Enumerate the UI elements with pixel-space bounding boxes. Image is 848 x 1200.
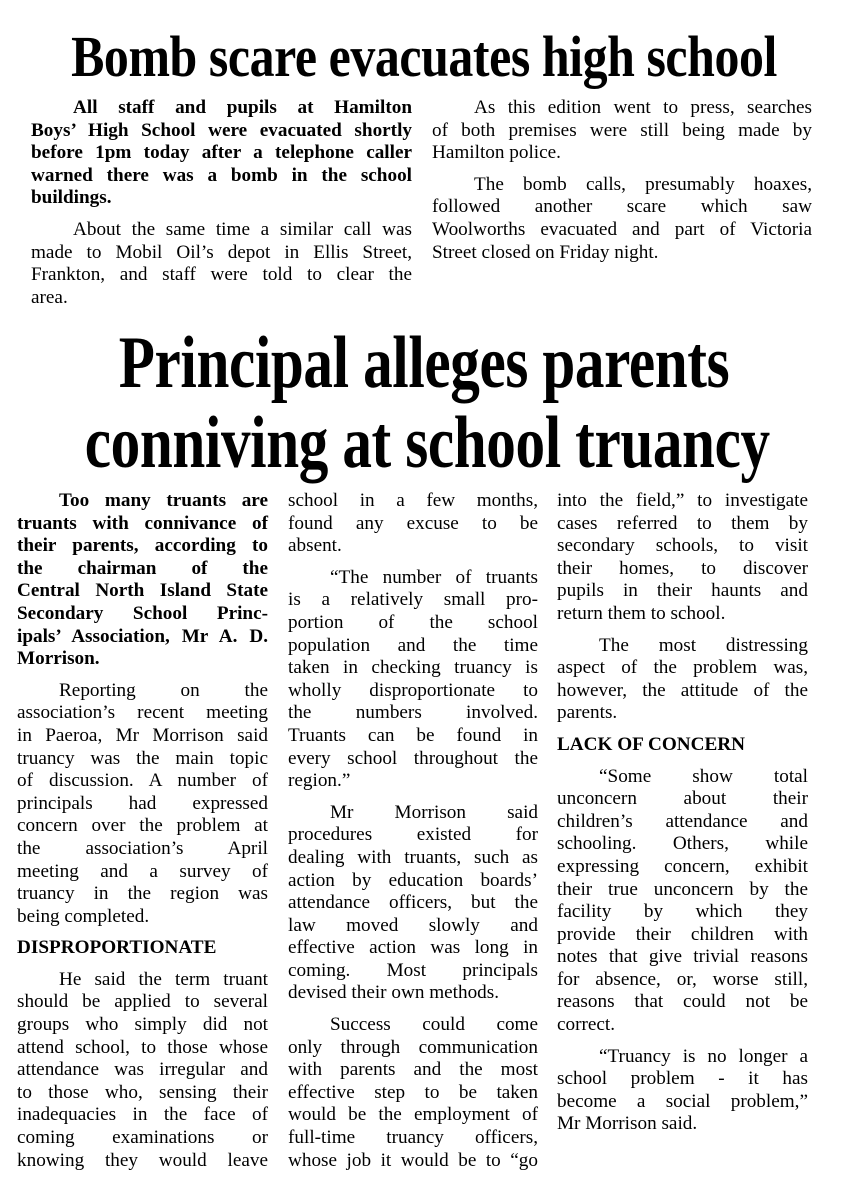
text-line: truancy in the region was (17, 883, 268, 905)
text-line: “Some show total (599, 765, 808, 787)
text-line: buildings. (31, 187, 112, 209)
text-line: knowing they would leave (17, 1149, 268, 1171)
text-line: Central North Island State (17, 580, 268, 602)
text-line: Secondary School Princ- (17, 602, 268, 624)
article2-column-1 (17, 490, 268, 1172)
text-line: Street closed on Friday night. (432, 241, 659, 263)
text-line: children’s attendance and (557, 810, 808, 832)
text-line: school in a few months, (288, 490, 538, 511)
body-paragraph (557, 490, 808, 626)
body-paragraph (288, 567, 538, 793)
text-line: Too many truants are (59, 490, 268, 511)
text-line: their homes, to discover (557, 557, 808, 579)
text-line: being completed. (17, 905, 150, 927)
text-line: the association’s April (17, 837, 268, 859)
text-line: whose job it would be to “go (288, 1149, 538, 1171)
text-line: become a social problem,” (557, 1090, 808, 1112)
text-line: law moved slowly and (288, 914, 538, 936)
headline-bomb-scare: Bomb scare evacuates high school (71, 24, 777, 89)
text-line: He said the term truant (59, 968, 268, 990)
article2-column-3 (557, 490, 808, 1136)
text-line: coming. Most principals (288, 959, 538, 981)
text-line: The bomb calls, presumably hoaxes, (474, 173, 812, 195)
text-line: pupils in their haunts and (557, 580, 808, 602)
text-line: All staff and pupils at Hamilton (73, 97, 412, 118)
text-line: Reporting on the (59, 679, 268, 701)
text-line: the chairman of the (17, 557, 268, 579)
text-line: dealing with truants, such as (288, 846, 538, 868)
body-paragraph (288, 802, 538, 1005)
text-line: coming examinations or (17, 1127, 268, 1149)
text-line: correct. (557, 1014, 616, 1036)
text-line: devised their own methods. (288, 982, 500, 1004)
body-paragraph (432, 97, 812, 165)
text-line: Mr Morrison said. (557, 1113, 698, 1135)
text-line: meeting and a survey of (17, 860, 268, 882)
text-line: of both premises were still being made by (432, 119, 812, 141)
text-line: made to Mobil Oil’s depot in Ellis Street, (31, 241, 412, 263)
text-line: wholly disproportionate to (288, 679, 538, 701)
body-paragraph (288, 1014, 538, 1172)
text-line: found any excuse to be (288, 512, 538, 534)
text-line: school problem - it has (557, 1068, 808, 1090)
text-line: population and the time (288, 634, 538, 656)
text-line: return them to school. (557, 602, 726, 624)
text-line: About the same time a similar call was (73, 218, 412, 240)
text-line: taken in checking truancy is (288, 657, 538, 679)
text-line: followed another scare which saw (432, 196, 812, 218)
text-line: the numbers involved. (288, 702, 538, 724)
text-line: should be applied to several (17, 991, 268, 1013)
text-line: facility by which they (557, 901, 808, 923)
text-line: portion of the school (288, 611, 538, 633)
subheading-lack-of-concern: LACK OF CONCERN (557, 733, 745, 755)
text-line: into the field,” to investigate (557, 490, 808, 511)
headline-truancy-line-2: conniving at school truancy (84, 402, 770, 484)
text-line: truancy was the main topic (17, 747, 268, 769)
body-paragraph (557, 1046, 808, 1136)
text-line: concern over the problem at (17, 815, 268, 837)
text-line: full-time truancy officers, (288, 1127, 538, 1149)
text-line: procedures existed for (288, 824, 538, 846)
text-line: schooling. Others, while (557, 833, 808, 855)
text-line: warned there was a bomb in the school (31, 164, 412, 186)
text-line: in Paeroa, Mr Morrison said (17, 724, 268, 746)
article1-column-1 (31, 97, 412, 309)
text-line: to those who, sensing their (17, 1081, 268, 1103)
headline-truancy-line-1: Principal alleges parents (118, 322, 730, 404)
text-line: “Truancy is no longer a (599, 1045, 808, 1067)
text-line: inadequacies in the face of (17, 1104, 268, 1126)
text-line: Woolworths evacuated and part of Victoria (432, 218, 812, 240)
text-line: reasons that could not be (557, 991, 808, 1013)
text-line: cases referred to them by (557, 512, 808, 534)
text-line: area. (31, 286, 68, 308)
text-line: Success could come (330, 1014, 538, 1036)
body-paragraph (31, 219, 412, 309)
text-line: secondary schools, to visit (557, 535, 808, 557)
body-paragraph (288, 490, 538, 558)
article1-column-2 (432, 97, 812, 264)
body-paragraph (17, 680, 268, 929)
text-line: before 1pm today after a telephone caller (31, 142, 412, 164)
text-line: attendance officers, but the (288, 892, 538, 914)
text-line: effective step to be taken (288, 1081, 538, 1103)
text-line: with parents and the most (288, 1059, 538, 1081)
text-line: unconcern about their (557, 788, 808, 810)
body-paragraph (557, 635, 808, 725)
text-line: absent. (288, 535, 342, 557)
text-line: truants with connivance of (17, 512, 268, 534)
text-line: would be the employment of (288, 1104, 538, 1126)
text-line: every school throughout the (288, 747, 538, 769)
text-line: Truants can be found in (288, 724, 538, 746)
text-line: Morrison. (17, 648, 100, 670)
subheading-disproportionate: DISPROPORTIONATE (17, 937, 217, 959)
lead-paragraph (31, 97, 412, 210)
text-line: their parents, according to (17, 535, 268, 557)
lead-paragraph (17, 490, 268, 671)
body-paragraph (557, 766, 808, 1037)
text-line: of discussion. A number of (17, 770, 268, 792)
text-line: Boys’ High School were evacuated shortly (31, 119, 412, 141)
text-line: notes that give trivial reasons (557, 946, 808, 968)
text-line: parents. (557, 702, 618, 724)
text-line: provide their children with (557, 923, 808, 945)
text-line: attend school, to those whose (17, 1036, 268, 1058)
text-line: only through communication (288, 1036, 538, 1058)
text-line: effective action was long in (288, 937, 538, 959)
text-line: action by education boards’ (288, 869, 538, 891)
text-line: groups who simply did not (17, 1014, 268, 1036)
text-line: Hamilton police. (432, 142, 561, 164)
text-line: ipals’ Association, Mr A. D. (17, 625, 268, 647)
text-line: Frankton, and staff were told to clear the (31, 264, 412, 286)
text-line: attendance was irregular and (17, 1059, 268, 1081)
text-line: their true unconcern by the (557, 878, 808, 900)
text-line: Mr Morrison said (330, 801, 538, 823)
text-line: aspect of the problem was, (557, 657, 808, 679)
text-line: region.” (288, 770, 351, 792)
text-line: however, the attitude of the (557, 679, 808, 701)
body-paragraph (17, 969, 268, 1172)
article2-column-2 (288, 490, 538, 1172)
text-line: The most distressing (599, 634, 808, 656)
text-line: As this edition went to press, searches (474, 97, 812, 118)
text-line: “The number of truants (330, 566, 538, 588)
body-paragraph (432, 174, 812, 264)
text-line: expressing concern, exhibit (557, 855, 808, 877)
text-line: principals had expressed (17, 792, 268, 814)
text-line: for absence, or, worse still, (557, 968, 808, 990)
text-line: is a relatively small pro- (288, 589, 538, 611)
text-line: association’s recent meeting (17, 702, 268, 724)
